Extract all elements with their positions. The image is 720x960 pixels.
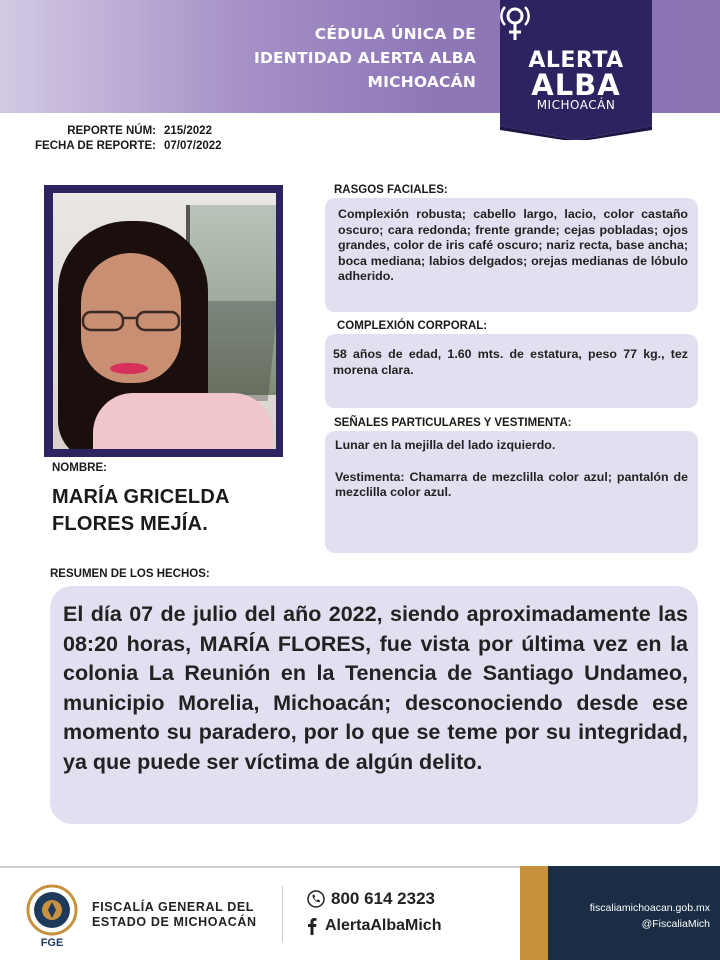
- facebook-handle: AlertaAlbaMich: [325, 917, 442, 934]
- photo-glasses: [81, 310, 183, 332]
- logo-word-alerta: ALERTA: [528, 48, 624, 73]
- person-name-line-1: MARÍA GRICELDA: [52, 486, 230, 508]
- person-name-line-2: FLORES MEJÍA.: [52, 513, 208, 535]
- alerta-alba-logo: [500, 0, 652, 140]
- fiscalia-line-2: ESTADO DE MICHOACÁN: [92, 915, 257, 929]
- photo-lips: [110, 363, 148, 374]
- phone-number: 800 614 2323: [331, 889, 435, 908]
- fge-seal-icon: [26, 884, 78, 936]
- footer-web-panel: [548, 866, 720, 960]
- body-complexion-label: COMPLEXIÓN CORPORAL:: [337, 320, 488, 332]
- title-line-1: CÉDULA ÚNICA DE: [314, 25, 476, 43]
- fge-acronym: FGE: [40, 937, 64, 949]
- report-date-label: FECHA DE REPORTE:: [35, 140, 156, 152]
- alerta-alba-symbol-icon: [500, 0, 530, 42]
- body-complexion-box: [325, 334, 698, 408]
- particular-marks-text: Lunar en la mejilla del lado izquierdo.: [335, 438, 556, 452]
- marks-clothing-box: [325, 431, 698, 553]
- report-number-label: REPORTE NÚM:: [67, 125, 156, 137]
- summary-box: [50, 586, 698, 824]
- title-line-3: MICHOACÁN: [367, 73, 476, 91]
- footer: [0, 866, 720, 960]
- title-line-2: IDENTIDAD ALERTA ALBA: [253, 49, 476, 67]
- facebook-contact[interactable]: [307, 917, 441, 935]
- document-title: [254, 22, 476, 94]
- fiscalia-line-1: FISCALÍA GENERAL DEL: [92, 900, 255, 914]
- logo-word-michoacan: MICHOACÁN: [536, 98, 616, 112]
- fiscalia-name: [92, 900, 257, 930]
- marks-clothing-label: SEÑALES PARTICULARES Y VESTIMENTA:: [334, 417, 572, 429]
- facebook-icon: [307, 917, 317, 935]
- web-contacts: [590, 900, 710, 932]
- facial-features-text: Complexión robusta; cabello largo, lacio, color castaño oscuro; cara redonda; frente grande; cejas pobladas; ojos grandes, color de iris café oscuro; nariz recta, base ancha; boca mediana; labios delgados; orejas medianas de lóbulo adherido.: [338, 207, 688, 283]
- facial-features-label: RASGOS FACIALES:: [334, 184, 448, 196]
- summary-label: RESUMEN DE LOS HECHOS:: [50, 568, 210, 580]
- report-meta-values: [164, 124, 222, 154]
- website-url[interactable]: fiscaliamichoacan.gob.mx: [589, 902, 710, 914]
- phone-contact[interactable]: [307, 889, 435, 909]
- report-number-value: 215/2022: [164, 125, 212, 137]
- summary-text: El día 07 de julio del año 2022, siendo aproximadamente las 08:20 horas, MARÍA FLORES, fue vista por última vez en la colonia La Reunión en la Tenencia de Santiago Undameo, municipio Morelia, Michoacán; desconociendo desde ese momento su paradero, por lo que se teme por su integridad, ya que puede ser víctima de algún delito.: [63, 602, 688, 774]
- name-label: NOMBRE:: [52, 462, 107, 474]
- body-complexion-text: 58 años de edad, 1.60 mts. de estatura, peso 77 kg., tez morena clara.: [333, 347, 688, 377]
- photo-frame: [44, 185, 283, 457]
- photo-shirt: [93, 393, 273, 449]
- person-name: [52, 484, 230, 538]
- report-date-value: 07/07/2022: [164, 140, 222, 152]
- logo-word-alba: ALBA: [531, 68, 621, 102]
- missing-person-photo: [53, 193, 276, 449]
- footer-vertical-divider: [282, 886, 283, 942]
- clothing-text: Vestimenta: Chamarra de mezclilla color azul; pantalón de mezclilla color azul.: [335, 469, 688, 499]
- phone-icon: [307, 890, 325, 908]
- facial-features-box: [325, 198, 698, 312]
- report-meta-labels: [35, 124, 156, 154]
- twitter-handle[interactable]: @FiscaliaMich: [641, 918, 710, 930]
